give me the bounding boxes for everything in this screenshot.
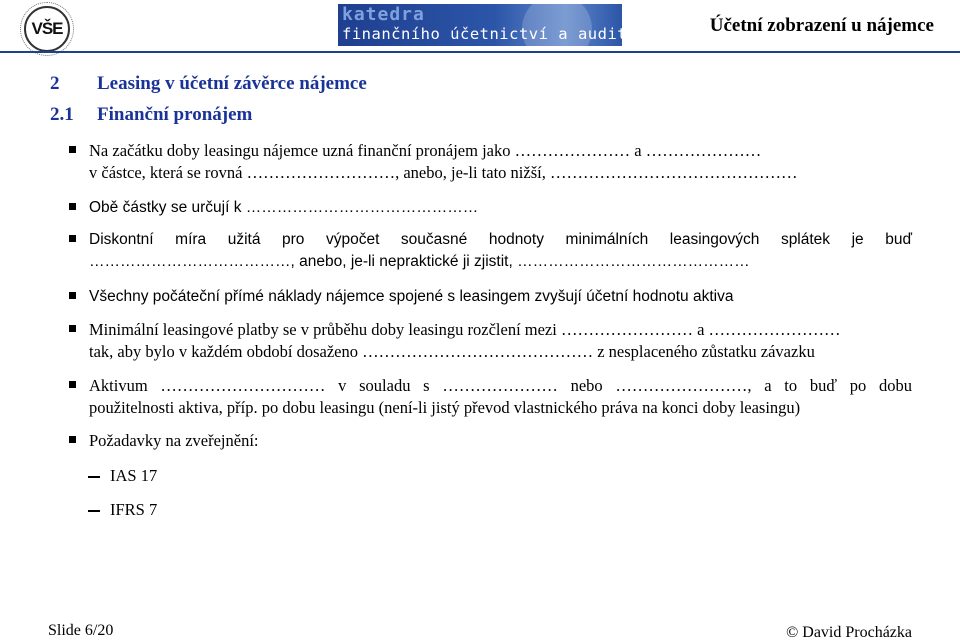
- slide-header: [0, 0, 960, 50]
- subsection-title: Finanční pronájem: [97, 104, 253, 125]
- bullet-line: Diskontní míra užitá pro výpočet současné hodnoty minimálních leasingových splátek je buď: [89, 231, 912, 248]
- bullet-line: Minimální leasingové platby se v průběhu doby leasingu rozčlení mezi …………………… a ……………………: [89, 320, 841, 339]
- slide-header-title: Účetní zobrazení u nájemce: [709, 15, 934, 36]
- section-title: Leasing v účetní závěrce nájemce: [97, 73, 367, 94]
- bullet-line: Obě částky se určují k ………………………………………: [89, 199, 479, 216]
- section-number: 2: [50, 73, 60, 94]
- square-bullet-icon: [69, 203, 76, 210]
- bullet-item: [72, 319, 912, 363]
- bullet-line: tak, aby bylo v každém období dosaženo …………………………………… z nesplaceného zůstatku závazku: [89, 342, 815, 361]
- banner-line-1: katedra: [342, 4, 425, 25]
- bullet-item: [72, 430, 912, 452]
- dash-bullet-icon: [88, 510, 100, 512]
- banner-line-2: finančního účetnictví a auditingu: [342, 25, 667, 43]
- bullet-line: Aktivum ………………………… v souladu s ………………… nebo ……………………, a to buď po dobu: [89, 376, 912, 395]
- sub-item: [88, 466, 157, 486]
- square-bullet-icon: [69, 381, 76, 388]
- bullet-item: [72, 140, 912, 184]
- dash-bullet-icon: [88, 476, 100, 478]
- bullet-line: Na začátku doby leasingu nájemce uzná finanční pronájem jako ………………… a …………………: [89, 141, 762, 160]
- sub-item-label: IFRS 7: [110, 500, 158, 519]
- square-bullet-icon: [69, 146, 76, 153]
- header-divider: [0, 51, 960, 53]
- bullet-line: použitelnosti aktiva, příp. po dobu leasingu (není-li jistý převod vlastnického práva na konci doby leasingu): [89, 398, 801, 417]
- department-banner: [338, 4, 667, 46]
- slide-number: Slide 6/20: [48, 622, 114, 639]
- subsection-heading: [50, 104, 252, 126]
- bullet-item: [72, 229, 912, 273]
- bullet-item: [72, 375, 912, 419]
- square-bullet-icon: [69, 436, 76, 443]
- subsection-number: 2.1: [50, 104, 74, 125]
- author-credit: © David Procházka: [786, 624, 912, 641]
- vse-logo: VŠE: [24, 6, 70, 52]
- bullet-item: [72, 197, 912, 219]
- bullet-line: Všechny počáteční přímé náklady nájemce spojené s leasingem zvyšují účetní hodnotu aktiva: [89, 288, 734, 305]
- bullet-line: …………………………………, anebo, je-li nepraktické ji zjistit, ………………………………………: [89, 253, 750, 270]
- sub-item: [88, 500, 157, 520]
- square-bullet-icon: [69, 325, 76, 332]
- square-bullet-icon: [69, 235, 76, 242]
- bullet-item: [72, 286, 912, 308]
- bullet-line: v částce, která se rovná ………………………, anebo, je-li tato nižší, ………………………………………: [89, 163, 798, 182]
- sub-item-label: IAS 17: [110, 466, 158, 485]
- square-bullet-icon: [69, 292, 76, 299]
- section-heading: [50, 73, 367, 95]
- bullet-line: Požadavky na zveřejnění:: [89, 431, 259, 450]
